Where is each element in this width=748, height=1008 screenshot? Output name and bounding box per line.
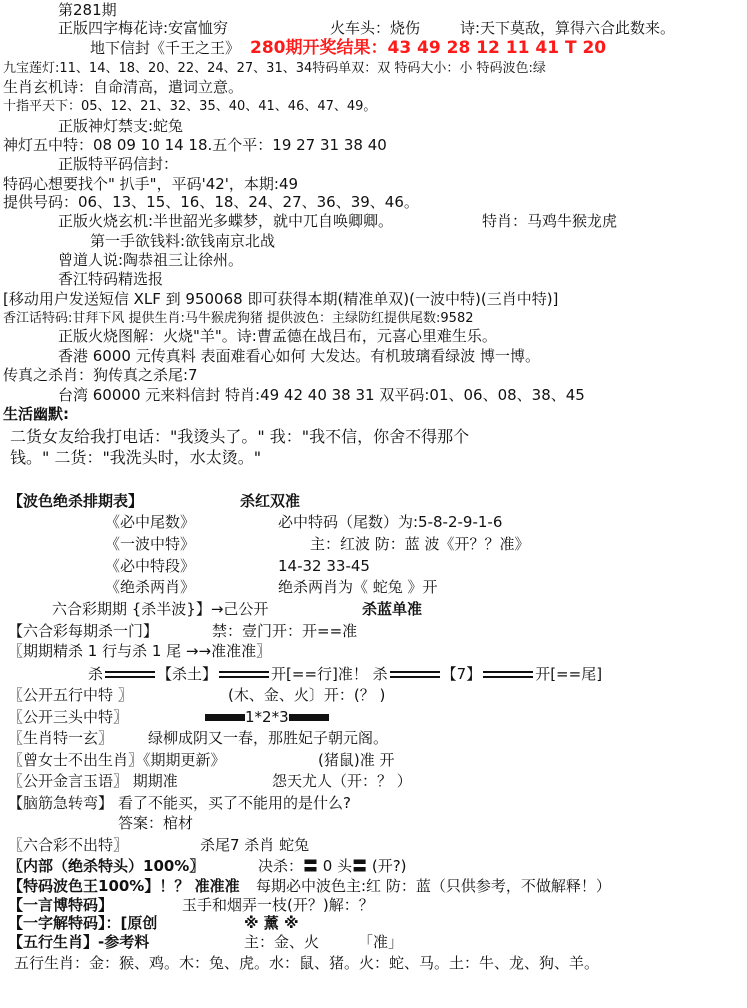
xiangjiang-select: 香江特码精选报: [58, 270, 164, 288]
internal-kill-label: 〖内部（绝杀特头）100%〗: [8, 857, 205, 875]
fire-picture-line: 正版火烧图解：火烧"羊"。诗:曹孟德在战吕布，元喜心里难生乐。: [58, 327, 497, 345]
wave-kill-table-title: 【波色绝杀排期表】: [8, 492, 144, 510]
brain-teaser-label: 【脑筋急转弯】: [8, 794, 114, 812]
kill-door-label: 【六合彩每期杀一门】: [8, 622, 159, 640]
one-wave-value: 主：红波 防：蓝 波《开？？准》: [310, 535, 530, 553]
zodiac-mystery-value: 绿柳成阴又一春，那胜妃子朝元阁。: [148, 729, 389, 747]
lamp-ban-line: 正版神灯禁支:蛇兔: [58, 117, 184, 135]
three-head-row: [205, 708, 329, 726]
one-wave-label: 《一波中特》: [105, 535, 196, 553]
humor-heading: 生活幽默:: [3, 405, 69, 423]
hk-fax-line: 香港 6000 元传真料 表面难看心如何 大发达。有机玻璃看绿波 博一博。: [58, 347, 541, 365]
taiwan-line: 台湾 60000 元来料信封 特肖:49 42 40 38 31 双平码:01、06、08、38、45: [58, 386, 585, 404]
five-element-label: 〖公开五行中特 〗: [8, 686, 133, 704]
thief-line: 特码心想要找个" 扒手"，平码'42'，本期:49: [3, 175, 299, 193]
must-tail-value: 必中特码（尾数）为:5-8-2-9-1-6: [278, 513, 503, 531]
half-wave-label: 六合彩期期 {杀半波}】→己公开: [52, 600, 269, 618]
brain-teaser-answer: 答案：棺材: [118, 814, 194, 832]
five-element-value: (木、金、火〕开：(？ ): [228, 686, 386, 704]
kill-row-prefix: 杀: [88, 665, 104, 683]
kill-door-value: 禁：壹门开：开==准: [212, 622, 358, 640]
poem-text: 诗:天下莫敌，算得六合此数来。: [460, 19, 676, 37]
ms-zeng-label: 〖曾女士不出生肖〗《期期更新》: [8, 751, 226, 769]
nine-lotus-line: 九宝莲灯:11、14、18、20、22、24、27、31、34特码单双：双 特码大小：小 特码波色:绿: [3, 61, 546, 76]
five-zodiac-label: 【五行生肖】-参考料: [8, 933, 150, 951]
internal-kill-value: 决杀：〓 0 头〓 (开?): [258, 857, 407, 875]
underground-envelope: 地下信封《千王之王》: [90, 39, 241, 57]
double-bar-divider: [105, 671, 155, 678]
special-zodiac: 特肖：马鸡牛猴龙虎: [482, 212, 618, 230]
draw-result-banner: 280期开奖结果：43 49 28 12 11 41 T 20: [250, 38, 607, 58]
train-head: 火车头：烧伤: [330, 19, 421, 37]
joke-line-1: 二货女友给我打电话："我烫头了。" 我："我不信，你舍不得那个: [10, 427, 470, 446]
five-zodiac-accurate: 「准」: [358, 933, 404, 951]
kill-row-end: 开[==尾]: [535, 665, 603, 683]
flat-code-envelope: 正版特平码信封：: [58, 155, 179, 173]
issue-number: 第281期: [58, 1, 117, 19]
daoren-line: 曾道人说:陶恭祖三让徐州。: [58, 251, 244, 269]
zodiac-poem-line: 生肖玄机诗：自命清高，遣词立意。: [3, 78, 244, 96]
xiangjiang-talk: 香江话特码:甘拜下风 提供生肖:马牛猴虎狗猪 提供波色：主绿防红提供尾数:9582: [3, 311, 474, 326]
kill-two-label: 《绝杀两肖》: [105, 578, 196, 596]
fire-mystery-line: 正版火烧玄机:半世韶光多蝶梦，就中兀自唤卿卿。: [58, 212, 394, 230]
ms-zeng-value: (猪鼠)准 开: [318, 751, 395, 769]
element-tail-heading: 〖期期精杀 1 行与杀 1 尾 →→准准准〗: [8, 642, 272, 660]
five-zodiac-main: 主：金、火: [244, 933, 320, 951]
kill-red-label: 杀红双准: [240, 492, 301, 510]
golden-words-value: 怨天尤人（开：？ ）: [272, 772, 412, 790]
kill-row: [88, 665, 602, 683]
not-out-value: 杀尾7 杀肖 蛇兔: [200, 836, 310, 854]
five-zodiac-list: 五行生肖：金：猴、鸡。木：兔、虎。水：鼠、猪。火：蛇、马。土：牛、龙、狗、羊。: [14, 954, 600, 972]
three-head-label: 〖公开三头中特〗: [8, 708, 129, 726]
provided-numbers-line: 提供号码：06、13、15、16、18、24、27、36、39、46。: [3, 193, 419, 211]
brain-teaser-question: 看了不能买，买了不能用的是什么?: [118, 794, 351, 812]
fax-kill-line: 传真之杀肖：狗传真之杀尾:7: [3, 366, 198, 384]
ten-fingers-line: 十指平天下：05、12、21、32、35、40、41、46、47、49。: [3, 99, 377, 114]
zodiac-mystery-label: 〖生肖特一玄〗: [8, 729, 114, 747]
thick-bar-right: [289, 714, 329, 721]
wave-king-label: 【特码波色王100%】！？ 准准准: [8, 877, 240, 895]
not-out-label: 〖六合彩不出特〗: [8, 836, 129, 854]
double-bar-divider: [483, 671, 533, 678]
one-char-value: ※ 薰 ※: [244, 914, 299, 932]
golden-words-label: 〖公开金言玉语〗 期期准: [8, 772, 178, 790]
kill-two-value: 绝杀两肖为《 蛇兔 》开: [278, 578, 438, 596]
segment-value: 14-32 33-45: [278, 557, 370, 575]
thick-bar-left: [205, 714, 245, 721]
three-head-value: 1*2*3: [245, 708, 289, 726]
segment-label: 《必中特段》: [105, 557, 196, 575]
kill-earth: 【杀土】: [157, 665, 218, 683]
one-char-label: 【一字解特码】：[原创: [8, 914, 158, 932]
plum-poem-label: 正版四字梅花诗:安富恤穷: [58, 19, 229, 37]
first-hand-line: 第一手欲钱料:欲钱南京北战: [90, 232, 276, 250]
kill-blue-label: 杀蓝单准: [362, 600, 423, 618]
must-tail-label: 《必中尾数》: [105, 513, 196, 531]
kill-seven: 【7】: [441, 665, 482, 683]
one-word-value: 玉手和烟弄一枝(开？)解：？: [182, 896, 374, 914]
kill-row-mid: 开[==行]准！ 杀: [271, 665, 388, 683]
joke-line-2: 钱。" 二货："我洗头时，水太烫。": [10, 448, 262, 467]
double-bar-divider: [219, 671, 269, 678]
wave-king-value: 每期必中波色主:红 防：蓝（只供参考，不做解释！）: [256, 877, 611, 895]
double-bar-divider: [390, 671, 440, 678]
one-word-label: 【一言博特码】: [8, 896, 114, 914]
sms-notice: [移动用户发送短信 XLF 到 950068 即可获得本期(精准单双)(一波中特)(三肖中特)]: [3, 290, 559, 308]
lamp-five-line: 神灯五中特：08 09 10 14 18.五个平：19 27 31 38 40: [3, 136, 387, 154]
